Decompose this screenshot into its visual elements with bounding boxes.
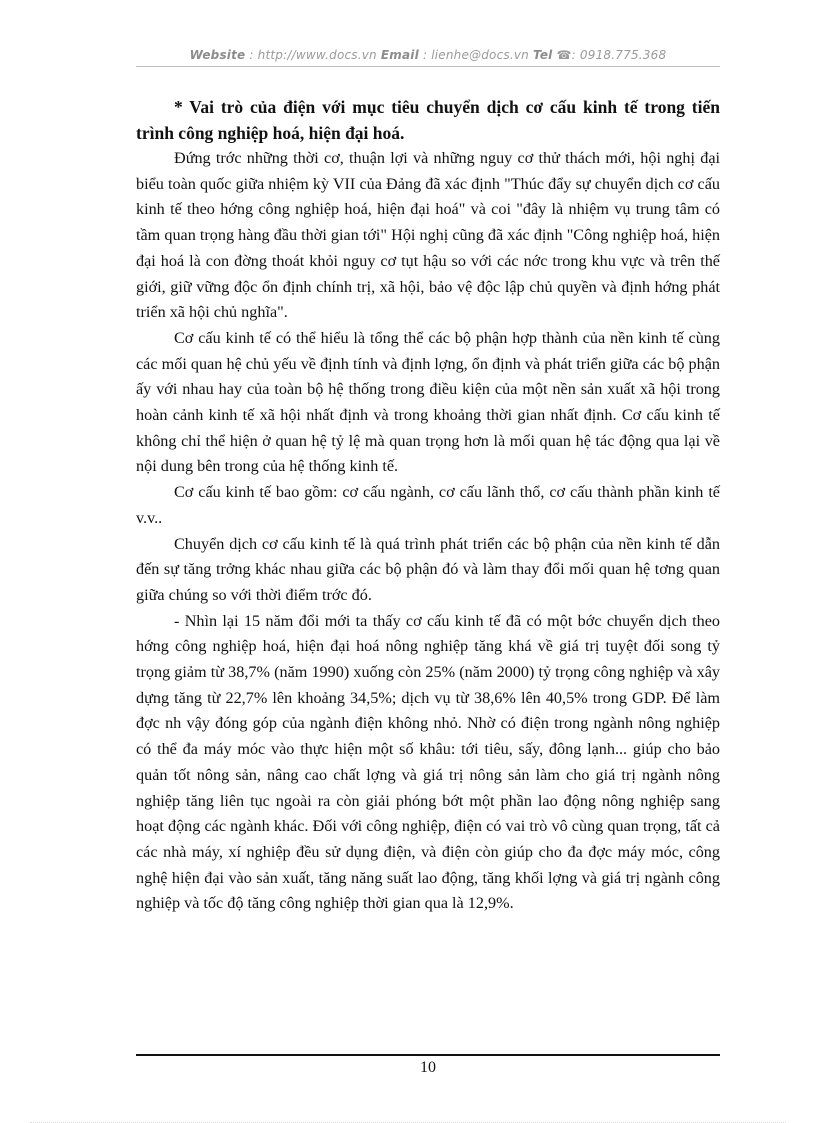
paragraph: Cơ cấu kinh tế bao gồm: cơ cấu ngành, cơ cấu lãnh thổ, cơ cấu thành phần kinh tế v.v.. xyxy=(136,483,720,527)
page-number: 10 xyxy=(420,1059,436,1076)
page-header xyxy=(136,48,720,62)
section-heading: * Vai trò của điện với mục tiêu chuyển dịch cơ cấu kinh tế trong tiến trình công nghiệp hoá, hiện đại hoá. xyxy=(136,97,720,143)
footer-divider xyxy=(136,1054,720,1056)
website-label: Website xyxy=(189,48,246,62)
header-divider xyxy=(136,66,720,67)
paragraph: Cơ cấu kinh tế có thể hiểu là tổng thể các bộ phận hợp thành của nền kinh tế cùng các mối quan hệ chủ yếu về định tính và định lợng, ổn định và phát triển giữa các bộ phận ấy với nhau hay của toàn bộ hệ thống trong điều kiện của một nền sản xuất xã hội trong hoàn cảnh kinh tế xã hội nhất định và trong khoảng thời gian nhất định. Cơ cấu kinh tế không chỉ thể hiện ở quan hệ tỷ lệ mà quan trọng hơn là mối quan hệ tác động qua lại về nội dung bên trong của hệ thống kinh tế. xyxy=(136,328,720,476)
tel-value: : 0918.775.368 xyxy=(571,48,667,62)
paragraph: Đứng trớc những thời cơ, thuận lợi và những nguy cơ thử thách mới, hội nghị đại biểu toàn quốc giữa nhiệm kỳ VII của Đảng đã xác định "Thúc đẩy sự chuyển dịch cơ cấu kinh tế theo hớng công nghiệp hoá, hiện đại hoá" và coi "đây là nhiệm vụ trung tâm có tầm quan trọng hàng đầu thời gian tới" Hội nghị cũng đã xác định "Công nghiệp hoá, hiện đại hoá là con đờng thoát khỏi nguy cơ tụt hậu so với các nớc trong khu vực và trên thế giới, giữ vững độc ổn định chính trị, xã hội, bảo vệ độc lập chủ quyền và định hớng phát triển xã hội chủ nghĩa". xyxy=(136,149,720,322)
email-label: Email xyxy=(380,48,419,62)
paragraph: - Nhìn lại 15 năm đổi mới ta thấy cơ cấu kinh tế đã có một bớc chuyển dịch theo hớng công nghiệp hoá, hiện đại hoá nông nghiệp tăng khá về giá trị tuyệt đối song tỷ trọng giảm từ 38,7% (năm 1990) xuống còn 25% (năm 2000) tỷ trọng công nghiệp và xây dựng tăng từ 22,7% lên khoảng 34,5%; dịch vụ từ 38,6% lên 40,5% trong GDP. Để làm đợc nh vậy đóng góp của ngành điện không nhỏ. Nhờ có điện trong ngành nông nghiệp có thể đa máy móc vào thực hiện một số khâu: tới tiêu, sấy, đông lạnh... giúp cho bảo quản tốt nông sản, nâng cao chất lợng và giá trị nông sản làm cho giá trị ngành nông nghiệp tăng liên tục ngoài ra còn giải phóng bớt một phần lao động nông nghiệp sang hoạt động các ngành khác. Đối với công nghiệp, điện có vai trò vô cùng quan trọng, tất cả các nhà máy, xí nghiệp đều sử dụng điện, và điện còn giúp cho đa đợc máy móc, công nghệ hiện đại vào sản xuất, tăng năng suất lao động, tăng khối lợng và giá trị ngành công nghiệp và tốc độ tăng công nghiệp thời gian qua là 12,9%. xyxy=(136,611,720,913)
paragraph: Chuyển dịch cơ cấu kinh tế là quá trình phát triển các bộ phận của nền kinh tế dẫn đến sự tăng trởng khác nhau giữa các bộ phận đó và làm thay đổi mối quan hệ tơng quan giữa chúng so với thời điểm trớc đó. xyxy=(136,534,720,604)
phone-icon: ☎ xyxy=(556,48,572,62)
tel-label: Tel xyxy=(533,48,553,62)
email-value: : lienhe@docs.vn xyxy=(422,48,529,62)
document-body xyxy=(136,94,720,917)
website-value: : http://www.docs.vn xyxy=(249,48,377,62)
